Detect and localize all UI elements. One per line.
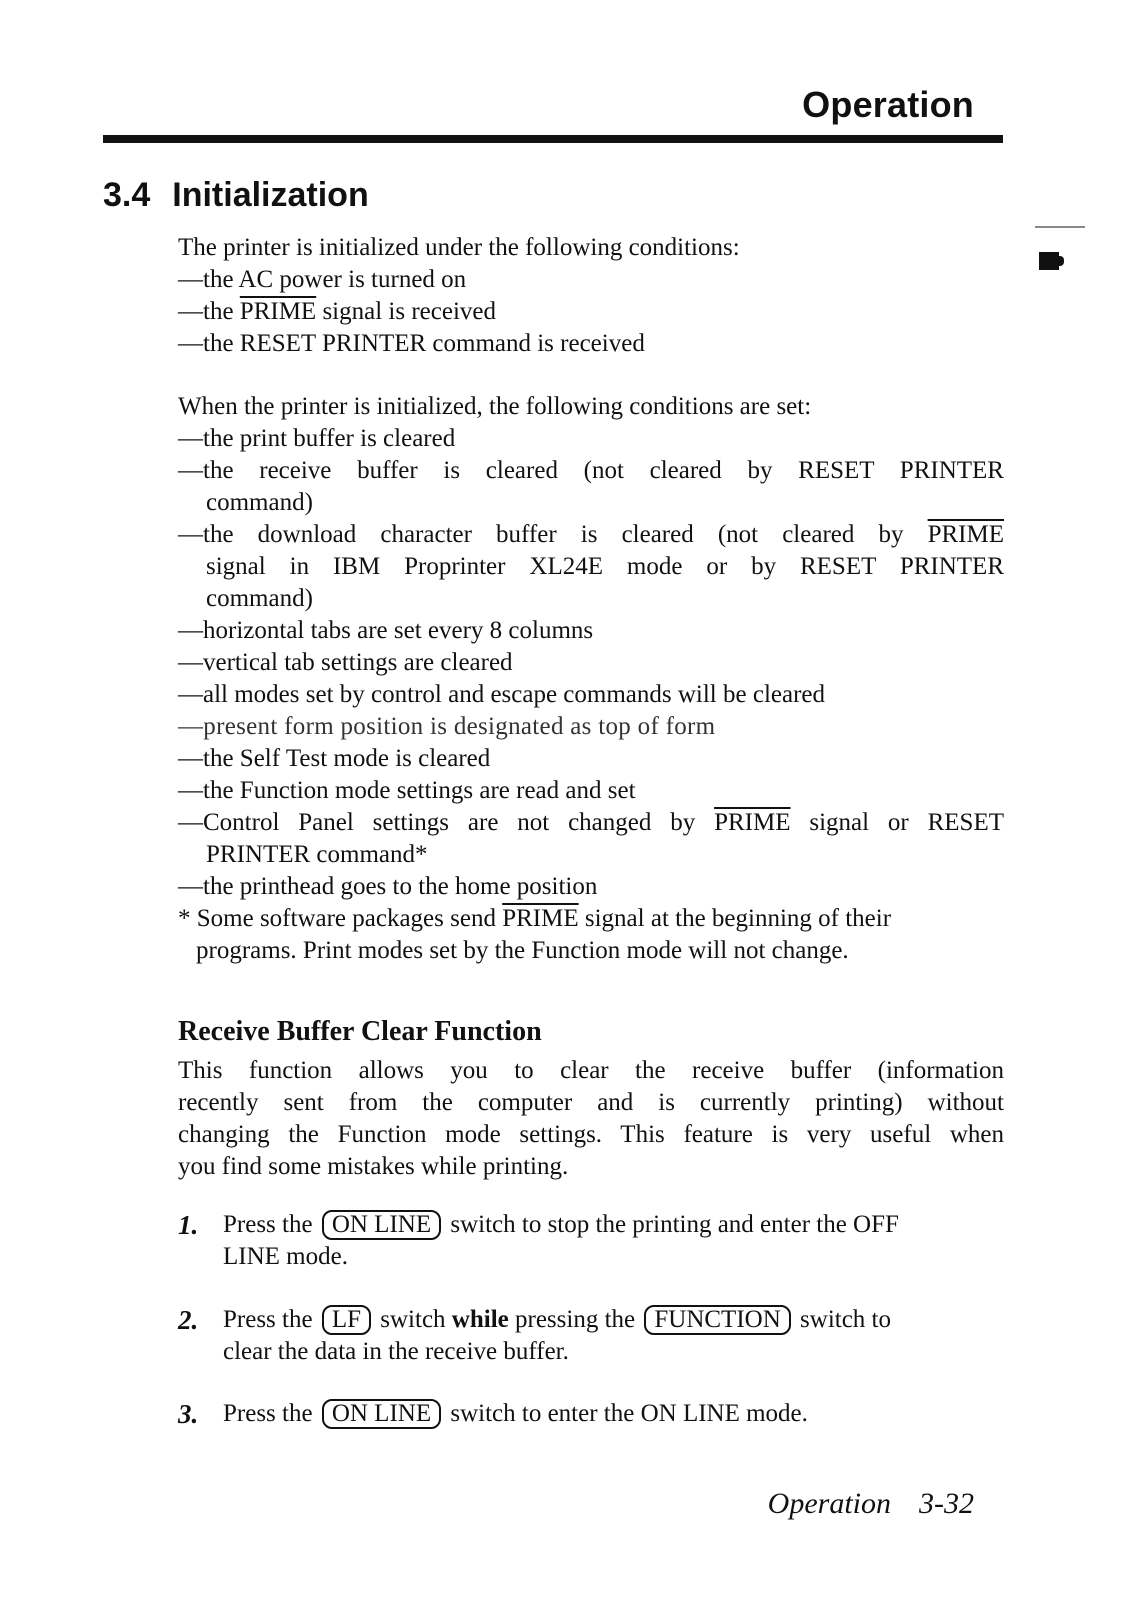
set-item-continued: command) bbox=[206, 489, 313, 516]
thumb-tab-marker bbox=[1039, 252, 1059, 270]
step-text: switch to enter the ON LINE mode. bbox=[450, 1400, 808, 1427]
set-intro: When the printer is initialized, the following conditions are set: bbox=[178, 393, 812, 420]
step-text: clear the data in the receive buffer. bbox=[223, 1338, 569, 1365]
step-number: 2. bbox=[178, 1305, 199, 1335]
step-1 bbox=[178, 1209, 1004, 1273]
function-key: FUNCTION bbox=[644, 1305, 790, 1335]
subsection-heading: Receive Buffer Clear Function bbox=[178, 1016, 542, 1047]
on-line-key: ON LINE bbox=[322, 1210, 441, 1240]
step-text: Press the bbox=[223, 1400, 313, 1427]
paragraph-line: changing the Function mode settings. This feature is very useful when bbox=[178, 1121, 1004, 1148]
step-text: switch to bbox=[800, 1306, 891, 1333]
step-emphasis: while bbox=[451, 1306, 509, 1333]
init-intro: The printer is initialized under the following conditions: bbox=[178, 234, 740, 261]
paragraph-line: recently sent from the computer and is currently printing) without bbox=[178, 1089, 1004, 1116]
step-text: switch bbox=[380, 1306, 446, 1333]
set-item: —the Self Test mode is cleared bbox=[178, 745, 491, 772]
set-item: —the Function mode settings are read and set bbox=[178, 777, 636, 804]
set-item: —the receive buffer is cleared (not cleared by RESET PRINTER bbox=[178, 457, 1004, 484]
prime-signal-name: PRIME bbox=[239, 298, 317, 325]
prime-signal-name: PRIME bbox=[502, 905, 579, 932]
margin-rule bbox=[1035, 226, 1085, 228]
step-text: Press the bbox=[223, 1211, 313, 1238]
header-title: Operation bbox=[802, 84, 974, 125]
step-text: switch to stop the printing and enter the OFF bbox=[450, 1211, 899, 1238]
init-item: —the AC power is turned on bbox=[178, 266, 467, 293]
page-footer bbox=[768, 1487, 974, 1521]
step-text: LINE mode. bbox=[223, 1243, 348, 1270]
step-2 bbox=[178, 1304, 1004, 1368]
set-item: —the download character buffer is cleared (not cleared by PRIME bbox=[178, 521, 1004, 548]
on-line-key: ON LINE bbox=[322, 1399, 441, 1429]
set-conditions-block bbox=[178, 391, 1004, 967]
footnote: * Some software packages send PRIME signal at the beginning of their bbox=[178, 905, 892, 932]
section-number: 3.4 bbox=[103, 176, 151, 214]
set-item: —present form position is designated as top of form bbox=[178, 713, 716, 740]
page-number: 3-32 bbox=[919, 1487, 974, 1520]
step-text: Press the bbox=[223, 1306, 313, 1333]
set-item: —the print buffer is cleared bbox=[178, 425, 456, 452]
section-title bbox=[103, 176, 369, 215]
step-number: 3. bbox=[178, 1399, 199, 1429]
step-text: pressing the bbox=[515, 1306, 636, 1333]
step-3 bbox=[178, 1398, 1004, 1430]
footnote-continued: programs. Print modes set by the Function mode will not change. bbox=[196, 937, 849, 964]
set-item: —Control Panel settings are not changed by PRIME signal or RESET bbox=[178, 809, 1005, 836]
set-item: —the printhead goes to the home position bbox=[178, 873, 598, 900]
receive-buffer-paragraph bbox=[178, 1055, 1004, 1183]
paragraph-line: you find some mistakes while printing. bbox=[178, 1153, 569, 1180]
paragraph-line: This function allows you to clear the receive buffer (information bbox=[178, 1057, 1004, 1084]
section-title-text: Initialization bbox=[172, 176, 369, 214]
step-number: 1. bbox=[178, 1210, 199, 1240]
set-item: —horizontal tabs are set every 8 columns bbox=[178, 617, 594, 644]
set-item: —all modes set by control and escape commands will be cleared bbox=[178, 681, 826, 708]
init-item: —the PRIME signal is received bbox=[178, 298, 497, 325]
set-item-continued: signal in IBM Proprinter XL24E mode or by RESET PRINTER bbox=[206, 553, 1004, 580]
set-item-continued: command) bbox=[206, 585, 313, 612]
prime-signal-name: PRIME bbox=[714, 809, 791, 836]
init-item: —the RESET PRINTER command is received bbox=[178, 330, 645, 357]
set-item-continued: PRINTER command* bbox=[206, 841, 428, 868]
init-conditions-block bbox=[178, 232, 1004, 360]
footer-section: Operation bbox=[767, 1487, 891, 1520]
header-rule bbox=[103, 135, 1003, 143]
lf-key: LF bbox=[322, 1305, 371, 1335]
prime-signal-name: PRIME bbox=[927, 521, 1004, 548]
set-item: —vertical tab settings are cleared bbox=[178, 649, 513, 676]
